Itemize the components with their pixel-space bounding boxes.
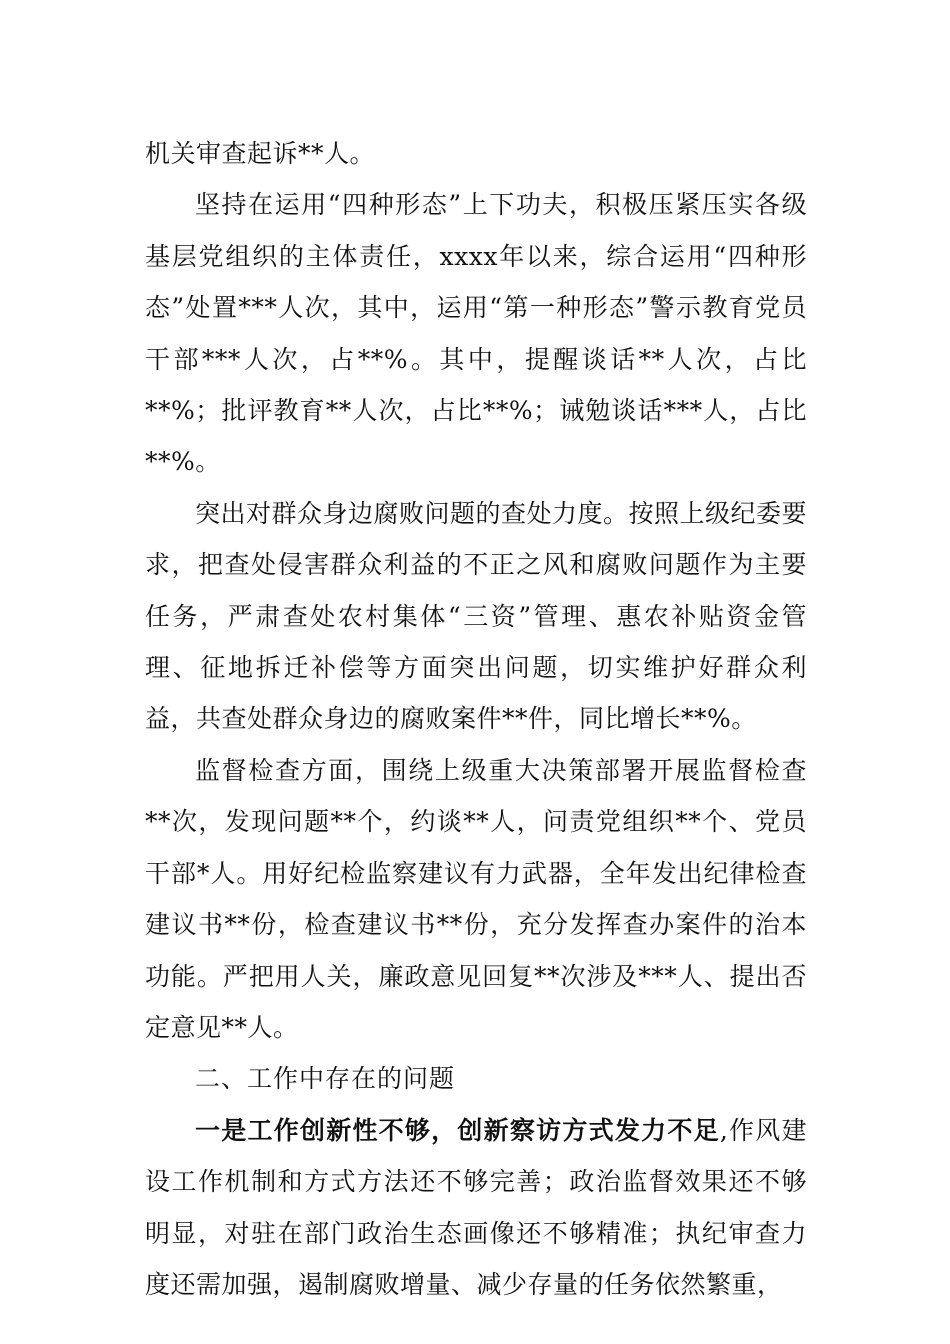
paragraph-supervision-inspection: 监督检查方面，围绕上级重大决策部署开展监督检查**次，发现问题**个，约谈**人，问责党组织**个、党员干部*人。用好纪检监察建议有力武器，全年发出纪律检查建议书**份，检查建议书**份，充分发挥查办案件的治本功能。严把用人关，廉政意见回复**次涉及***人、提出否定意见**人。 [145, 755, 807, 1042]
problem-rest-text: ,作风建设工作机制和方式方法还不够完善；政治监督效果还不够明显，对驻在部门政治生态画像还不够精准；执纪审查力度还需加强，遏制腐败增量、减少存量的任务依然繁重， [145, 1115, 807, 1299]
document-page [145, 128, 807, 1310]
paragraph-continuation: 机关审查起诉**人。 [145, 139, 376, 168]
paragraph-four-forms: 坚持在运用“四种形态”上下功夫，积极压紧压实各级基层党组织的主体责任，xxxx年以来，综合运用“四种形态”处置***人次，其中，运用“第一种形态”警示教育党员干部***人次，占**%。其中，提醒谈话**人次，占比**%；批评教育**人次，占比**%；诫勉谈话***人，占比**%。 [145, 190, 807, 477]
paragraph-problems [145, 1105, 807, 1311]
section-heading: 二、工作中存在的问题 [195, 1064, 456, 1094]
problem-bold-lead: 一是工作创新性不够，创新察访方式发力不足 [195, 1115, 720, 1145]
paragraph-grassroots-corruption: 突出对群众身边腐败问题的查处力度。按照上级纪委要求，把查处侵害群众利益的不正之风和腐败问题作为主要任务，严肃查处农村集体“三资”管理、惠农补贴资金管理、征地拆迁补偿等方面突出问题，切实维护好群众利益，共查处群众身边的腐败案件**件，同比增长**%。 [145, 498, 808, 734]
